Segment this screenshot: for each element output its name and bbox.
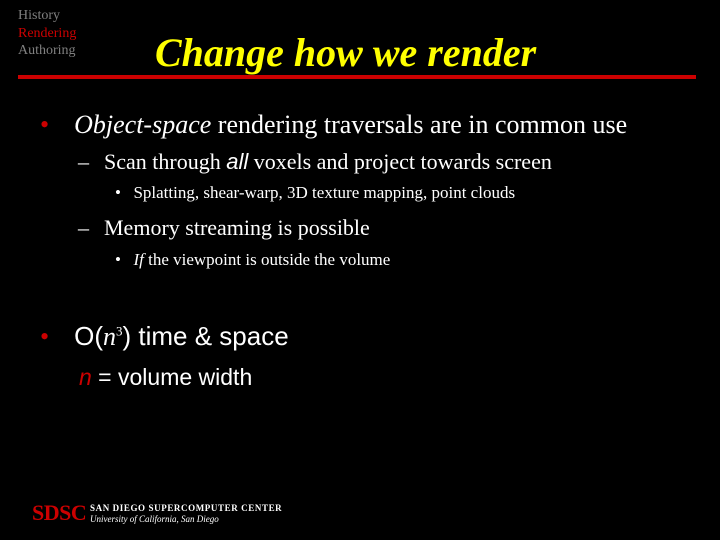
subbullet-memory: [78, 215, 370, 241]
sdsc-logo: SDSC: [32, 500, 87, 525]
subbullet-text-pre: Scan through: [104, 149, 227, 174]
dash-bullet-icon: –: [78, 215, 89, 240]
note-variable: n: [79, 364, 92, 390]
subsubbullet-text: Splatting, shear-warp, 3D texture mapping, point clouds: [133, 183, 516, 202]
dash-bullet-icon: –: [78, 149, 89, 174]
small-bullet-icon: •: [115, 250, 121, 269]
slide-title: Change how we render: [155, 30, 537, 75]
subbullet-text-rest: voxels and project towards screen: [248, 149, 552, 174]
subbullet-scan: [78, 149, 552, 175]
nav-item-authoring[interactable]: Authoring: [18, 43, 76, 58]
bullet-dot-icon: •: [40, 110, 50, 139]
subsubbullet-methods: [115, 183, 515, 203]
footer-org: SAN DIEGO SUPERCOMPUTER CENTER: [90, 503, 283, 513]
subsubbullet-text: the viewpoint is outside the volume: [143, 250, 391, 269]
note-text: = volume width: [91, 364, 253, 390]
bullet-dot-icon: •: [40, 322, 50, 351]
complexity-exponent: 3: [116, 323, 123, 339]
footer-affiliation: [90, 503, 282, 525]
complexity-variable: n: [103, 322, 116, 351]
complexity-pre: O(: [74, 321, 103, 351]
bullet-object-space: [40, 110, 627, 140]
title-divider: [18, 75, 696, 79]
subbullet-emphasis: all: [226, 149, 249, 174]
subbullet-text: Memory streaming is possible: [104, 215, 370, 240]
bullet-emphasis: Object-space: [74, 110, 212, 139]
bullet-complexity: [40, 321, 289, 352]
section-nav: [18, 7, 76, 60]
nav-item-history[interactable]: History: [18, 8, 60, 23]
complexity-text: ) time & space: [122, 321, 289, 351]
bullet-text: rendering traversals are in common use: [211, 110, 628, 139]
nav-item-rendering[interactable]: Rendering: [18, 25, 77, 41]
footer-university: University of California, San Diego: [90, 514, 219, 524]
subsubbullet-emphasis: If: [133, 250, 144, 269]
small-bullet-icon: •: [115, 183, 121, 202]
complexity-note: [79, 362, 252, 393]
subsubbullet-viewpoint: [115, 250, 390, 270]
